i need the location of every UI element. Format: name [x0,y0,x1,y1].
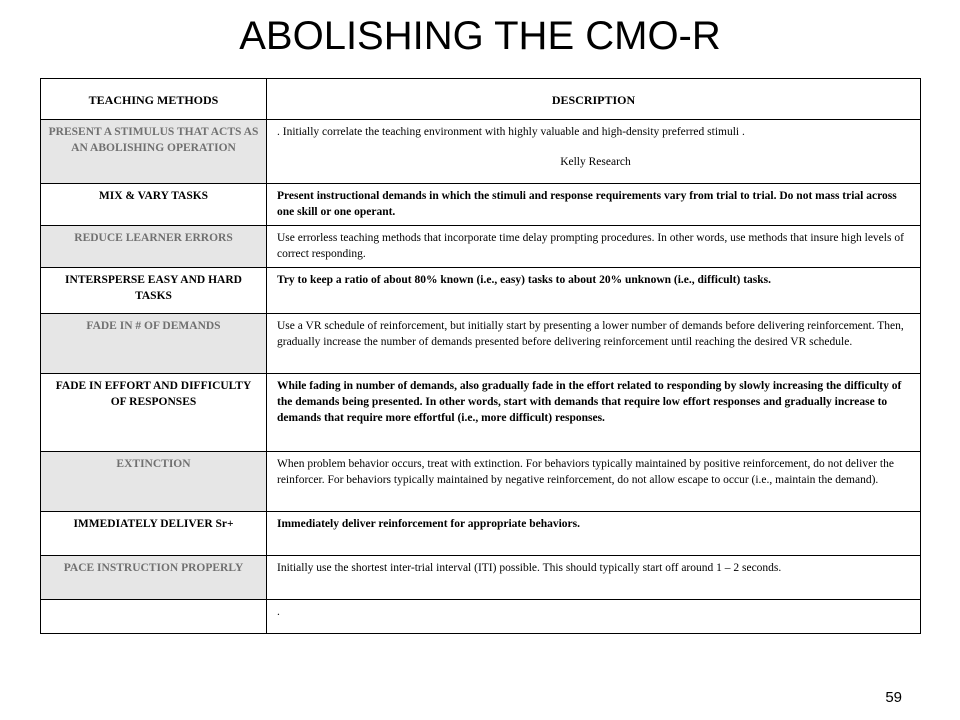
table-row [41,268,921,314]
description-cell: Use a VR schedule of reinforcement, but initially start by presenting a lower number of demands before delivering reinforcement. Then, gradually increase the number of demands presented before delivering reinforcement until reaching the desired VR schedule. [267,314,921,374]
method-cell: FADE IN # OF DEMANDS [41,314,267,374]
table-row [41,512,921,556]
method-cell: FADE IN EFFORT AND DIFFICULTY OF RESPONSES [41,374,267,452]
table-row [41,120,921,184]
table-header-row [41,79,921,120]
method-cell: EXTINCTION [41,452,267,512]
description-cell: Try to keep a ratio of about 80% known (i.e., easy) tasks to about 20% unknown (i.e., difficult) tasks. [267,268,921,314]
table-row [41,226,921,268]
description-cell: When problem behavior occurs, treat with extinction. For behaviors typically maintained by positive reinforcement, do not deliver the reinforcer. For behaviors typically maintained by negative reinforcement, do not allow escape to occur (i.e., maintain the demand). [267,452,921,512]
credit-text: Kelly Research [560,156,631,168]
table-row [41,556,921,600]
page-number: 59 [885,689,902,706]
description-cell: . [267,600,921,634]
table-row [41,452,921,512]
method-cell: PACE INSTRUCTION PROPERLY [41,556,267,600]
description-text: . Initially correlate the teaching environment with highly valuable and high-density preferred stimuli . [277,126,745,138]
method-cell: INTERSPERSE EASY AND HARD TASKS [41,268,267,314]
description-cell: While fading in number of demands, also gradually fade in the effort related to responding by slowly increasing the difficulty of the demands being presented. In other words, start with demands that require low effort responses and gradually increase to demands that require more effortful (i.e., more difficult) responses. [267,374,921,452]
teaching-methods-table-container [40,78,920,634]
description-cell: Use errorless teaching methods that incorporate time delay prompting procedures. In other words, use methods that insure high levels of correct responding. [267,226,921,268]
method-cell: MIX & VARY TASKS [41,184,267,226]
header-description: DESCRIPTION [267,79,921,120]
table-row [41,184,921,226]
teaching-methods-table [40,78,921,634]
slide-title: ABOLISHING THE CMO-R [239,14,721,58]
header-teaching-methods: TEACHING METHODS [41,79,267,120]
description-cell: Present instructional demands in which the stimuli and response requirements vary from trial to trial. Do not mass trial across one skill or one operant. [267,184,921,226]
table-row [41,374,921,452]
table-row [41,600,921,634]
method-cell: IMMEDIATELY DELIVER Sr+ [41,512,267,556]
description-cell: Immediately deliver reinforcement for appropriate behaviors. [267,512,921,556]
method-cell [41,600,267,634]
description-cell: Initially use the shortest inter-trial interval (ITI) possible. This should typically start off around 1 – 2 seconds. [267,556,921,600]
table-row [41,314,921,374]
description-cell [267,120,921,184]
method-cell: REDUCE LEARNER ERRORS [41,226,267,268]
method-cell: PRESENT A STIMULUS THAT ACTS AS AN ABOLISHING OPERATION [41,120,267,184]
